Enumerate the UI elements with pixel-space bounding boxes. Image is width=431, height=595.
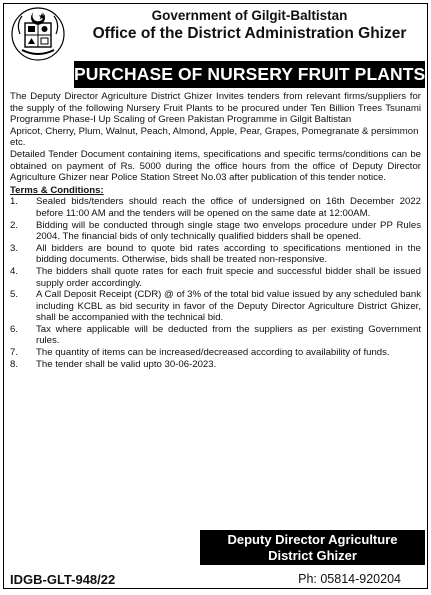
term-item bbox=[10, 266, 421, 289]
term-text: All bidders are bound to quote bid rates according to specifications mentioned in the bidding documents. Otherwise, bids shall be treated non-responsive. bbox=[36, 242, 421, 266]
term-item bbox=[10, 289, 421, 324]
signatory-title: Deputy Director Agriculture bbox=[227, 532, 398, 547]
gilgit-baltistan-seal-icon bbox=[10, 6, 66, 62]
notice-title-banner: PURCHASE OF NURSERY FRUIT PLANTS bbox=[74, 61, 425, 88]
term-number: 3. bbox=[10, 242, 19, 254]
term-text: The bidders shall quote rates for each fruit specie and successful bidder shall be issued supply order accordingly. bbox=[36, 265, 421, 289]
term-text: The tender shall be valid upto 30-06-2023. bbox=[36, 358, 217, 370]
term-text: Tax where applicable will be deducted from the suppliers as per existing Government rules. bbox=[36, 323, 421, 347]
details-paragraph: Detailed Tender Document containing items, specifications and specific terms/conditions can be obtained on payment of Rs. 5000 during the office hours from the office of Deputy Director Agriculture Ghizer near Police Station Street No.03 after publication of this tender notice. bbox=[10, 148, 421, 184]
term-number: 5. bbox=[10, 289, 19, 301]
term-number: 6. bbox=[10, 323, 19, 335]
term-text: Sealed bids/tenders should reach the office of undersigned on 16th December 2022 before 11:00 AM and the tenders will be opened on the same date at 12:00AM. bbox=[36, 196, 421, 219]
office-name: Office of the District Administration Ghizer bbox=[92, 25, 407, 42]
term-item bbox=[10, 347, 421, 359]
term-number: 7. bbox=[10, 347, 19, 359]
term-item bbox=[10, 196, 421, 219]
signatory-district: District Ghizer bbox=[268, 548, 357, 563]
term-number: 4. bbox=[10, 265, 19, 277]
term-text: Bidding will be conducted through single stage two envelops procedure under PP Rules 2004. The financial bids of only technically qualified bidders shall be opened. bbox=[36, 219, 421, 243]
terms-heading: Terms & Conditions: bbox=[10, 184, 104, 196]
phone-number: Ph: 05814-920204 bbox=[298, 572, 401, 586]
reference-number: IDGB-GLT-948/22 bbox=[10, 572, 116, 587]
plants-list: Apricot, Cherry, Plum, Walnut, Peach, Almond, Apple, Pear, Grapes, Pomegranate & persimmon etc. bbox=[10, 125, 419, 149]
government-name: Government of Gilgit-Baltistan bbox=[151, 8, 348, 23]
term-item bbox=[10, 324, 421, 347]
term-item bbox=[10, 243, 421, 266]
notice-body bbox=[10, 91, 421, 370]
intro-paragraph: The Deputy Director Agriculture District Ghizer Invites tenders from relevant firms/suppliers for the supply of the following Nursery Fruit Plants to be procured under Ten Billion Trees Tsunami Programme Phase-I Up Scaling of Green Pakistan Programme in Gilgit Baltistan bbox=[10, 91, 421, 126]
term-item bbox=[10, 359, 421, 371]
term-number: 2. bbox=[10, 219, 19, 231]
tender-notice bbox=[3, 3, 428, 589]
notice-header bbox=[4, 4, 427, 58]
term-text: A Call Deposit Receipt (CDR) @ of 3% of the total bid value issued by any scheduled bank including KCBL as bid security in favor of the Deputy Director Agriculture District Ghizer, shall be accompanied with the technical bid. bbox=[36, 289, 421, 324]
signature-block bbox=[200, 530, 425, 565]
term-item bbox=[10, 220, 421, 243]
term-number: 1. bbox=[10, 196, 19, 208]
term-text: The quantity of items can be increased/decreased according to availability of funds. bbox=[36, 347, 390, 359]
terms-list bbox=[10, 196, 421, 370]
term-number: 8. bbox=[10, 358, 19, 370]
